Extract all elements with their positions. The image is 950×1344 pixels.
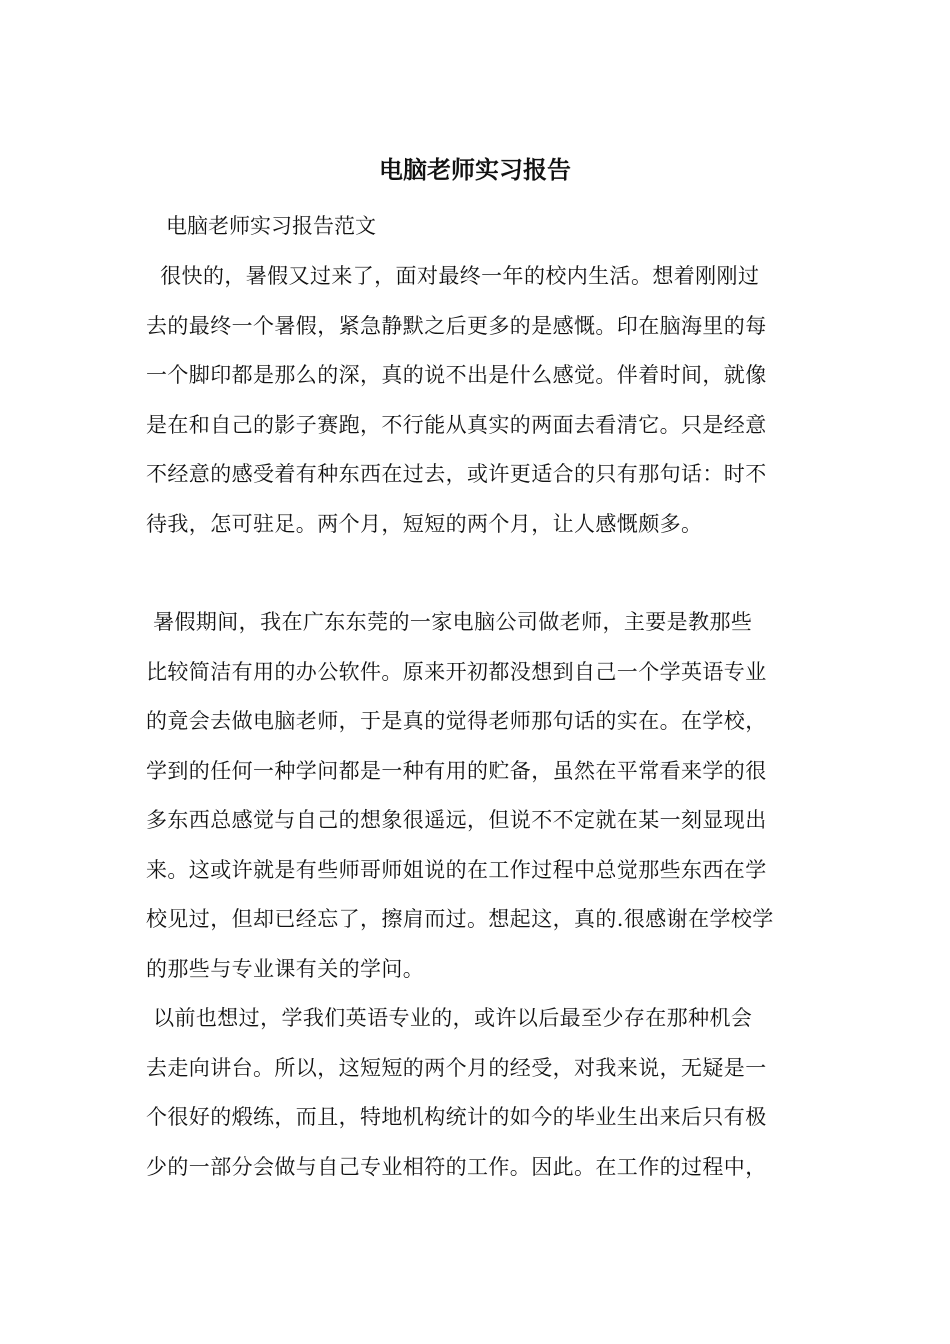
- text-line: 不经意的感受着有种东西在过去，或许更适合的只有那句话：时不: [146, 462, 767, 486]
- text-line: 比较简洁有用的办公软件。原来开初都没想到自己一个学英语专业: [146, 659, 767, 684]
- text-line: 去走向讲台。所以，这短短的两个月的经受，对我来说，无疑是一: [146, 1055, 767, 1080]
- paragraph-3: [146, 994, 808, 1192]
- text-line: 的那些与专业课有关的学问。: [146, 956, 425, 981]
- text-line: 学到的任何一种学问都是一种有用的贮备，虽然在平常看来学的很: [146, 758, 767, 783]
- paragraph-1: [146, 252, 808, 549]
- text-line: 个很好的煅练，而且，特地机构统计的如今的毕业生出来后只有极: [146, 1105, 767, 1129]
- text-line: 是在和自己的影子赛跑，不行能从真实的两面去看清它。只是经意: [146, 412, 767, 437]
- text-line: 一个脚印都是那么的深，真的说不出是什么感觉。伴着时间，就像: [146, 363, 767, 387]
- text-line: 以前也想过，学我们英语专业的，或许以后最至少存在那种机会: [146, 1006, 753, 1030]
- text-line: 少的一部分会做与自己专业相符的工作。因此。在工作的过程中，: [146, 1154, 767, 1179]
- text-line: 暑假期间，我在广东东莞的一家电脑公司做老师，主要是教那些: [146, 610, 753, 634]
- text-line: 待我，怎可驻足。两个月，短短的两个月，让人感慨颇多。: [146, 511, 703, 536]
- text-line: 去的最终一个暑假，紧急静默之后更多的是感慨。印在脑海里的每: [146, 313, 767, 338]
- document-subtitle: 电脑老师实习报告范文: [166, 214, 376, 238]
- text-line: 来。这或许就是有些师哥师姐说的在工作过程中总觉那些东西在学: [146, 857, 767, 882]
- document-title: 电脑老师实习报告: [379, 155, 571, 184]
- text-line: 多东西总感觉与自己的想象很遥远，但说不不定就在某一刻显现出: [146, 808, 767, 832]
- text-line: 的竟会去做电脑老师，于是真的觉得老师那句话的实在。在学校，: [146, 709, 767, 733]
- text-line: 校见过，但却已经忘了，擦肩而过。想起这，真的.很感谢在学校学: [146, 907, 774, 931]
- paragraph-2: [146, 598, 808, 994]
- text-line: 很快的，暑假又过来了，面对最终一年的校内生活。想着刚刚过: [146, 264, 760, 288]
